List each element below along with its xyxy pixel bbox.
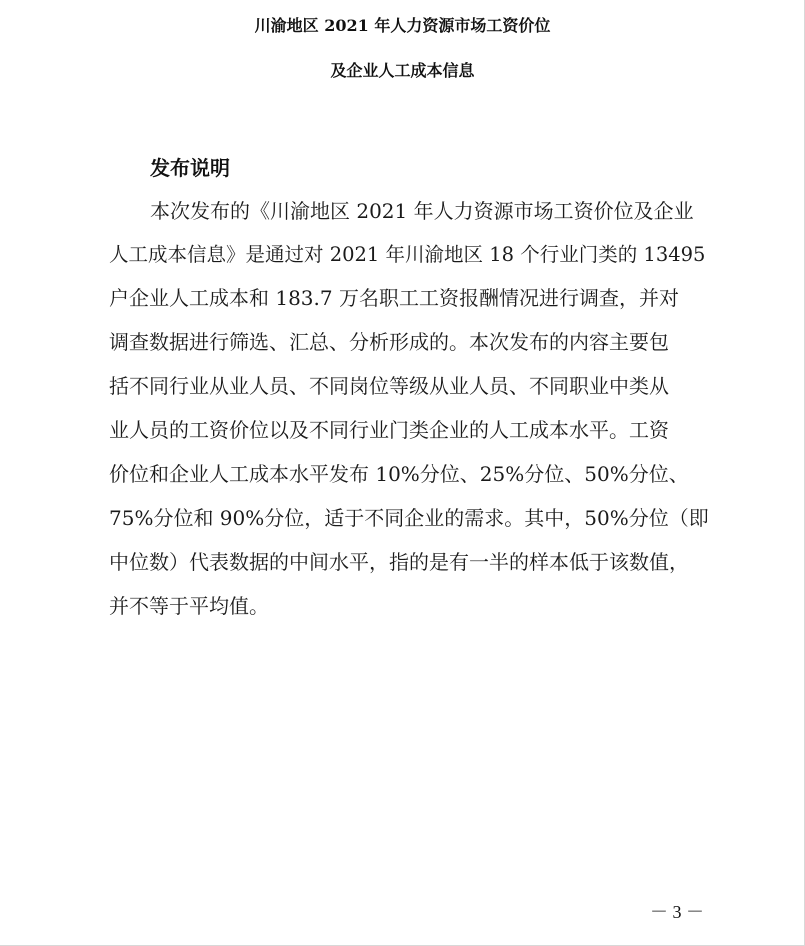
document-title-line-1: 川渝地区 2021 年人力资源市场工资价位 (254, 16, 551, 35)
body-line-10: 并不等于平均值。 (109, 594, 269, 618)
body-line-6: 业人员的工资价位以及不同行业门类企业的人工成本水平。工资 (109, 418, 669, 442)
document-title-line-2: 及企业人工成本信息 (330, 61, 475, 80)
body-line-5: 括不同行业从业人员、不同岗位等级从业人员、不同职业中类从 (109, 374, 669, 398)
page-number: － 3 － (650, 902, 704, 922)
body-line-9: 中位数）代表数据的中间水平，指的是有一半的样本低于该数值， (109, 550, 689, 574)
section-heading: 发布说明 (150, 156, 230, 180)
body-line-7: 价位和企业人工成本水平发布 10%分位、25%分位、50%分位、 (109, 462, 689, 486)
body-line-2: 人工成本信息》是通过对 2021 年川渝地区 18 个行业门类的 13495 (109, 243, 706, 266)
body-line-3: 户企业人工成本和 183.7 万名职工工资报酬情况进行调查，并对 (109, 286, 679, 310)
body-line-1: 本次发布的《川渝地区 2021 年人力资源市场工资价位及企业 (150, 199, 694, 223)
body-line-8: 75%分位和 90%分位，适于不同企业的需求。其中，50%分位（即 (109, 506, 709, 530)
body-line-4: 调查数据进行筛选、汇总、分析形成的。本次发布的内容主要包 (109, 330, 669, 354)
